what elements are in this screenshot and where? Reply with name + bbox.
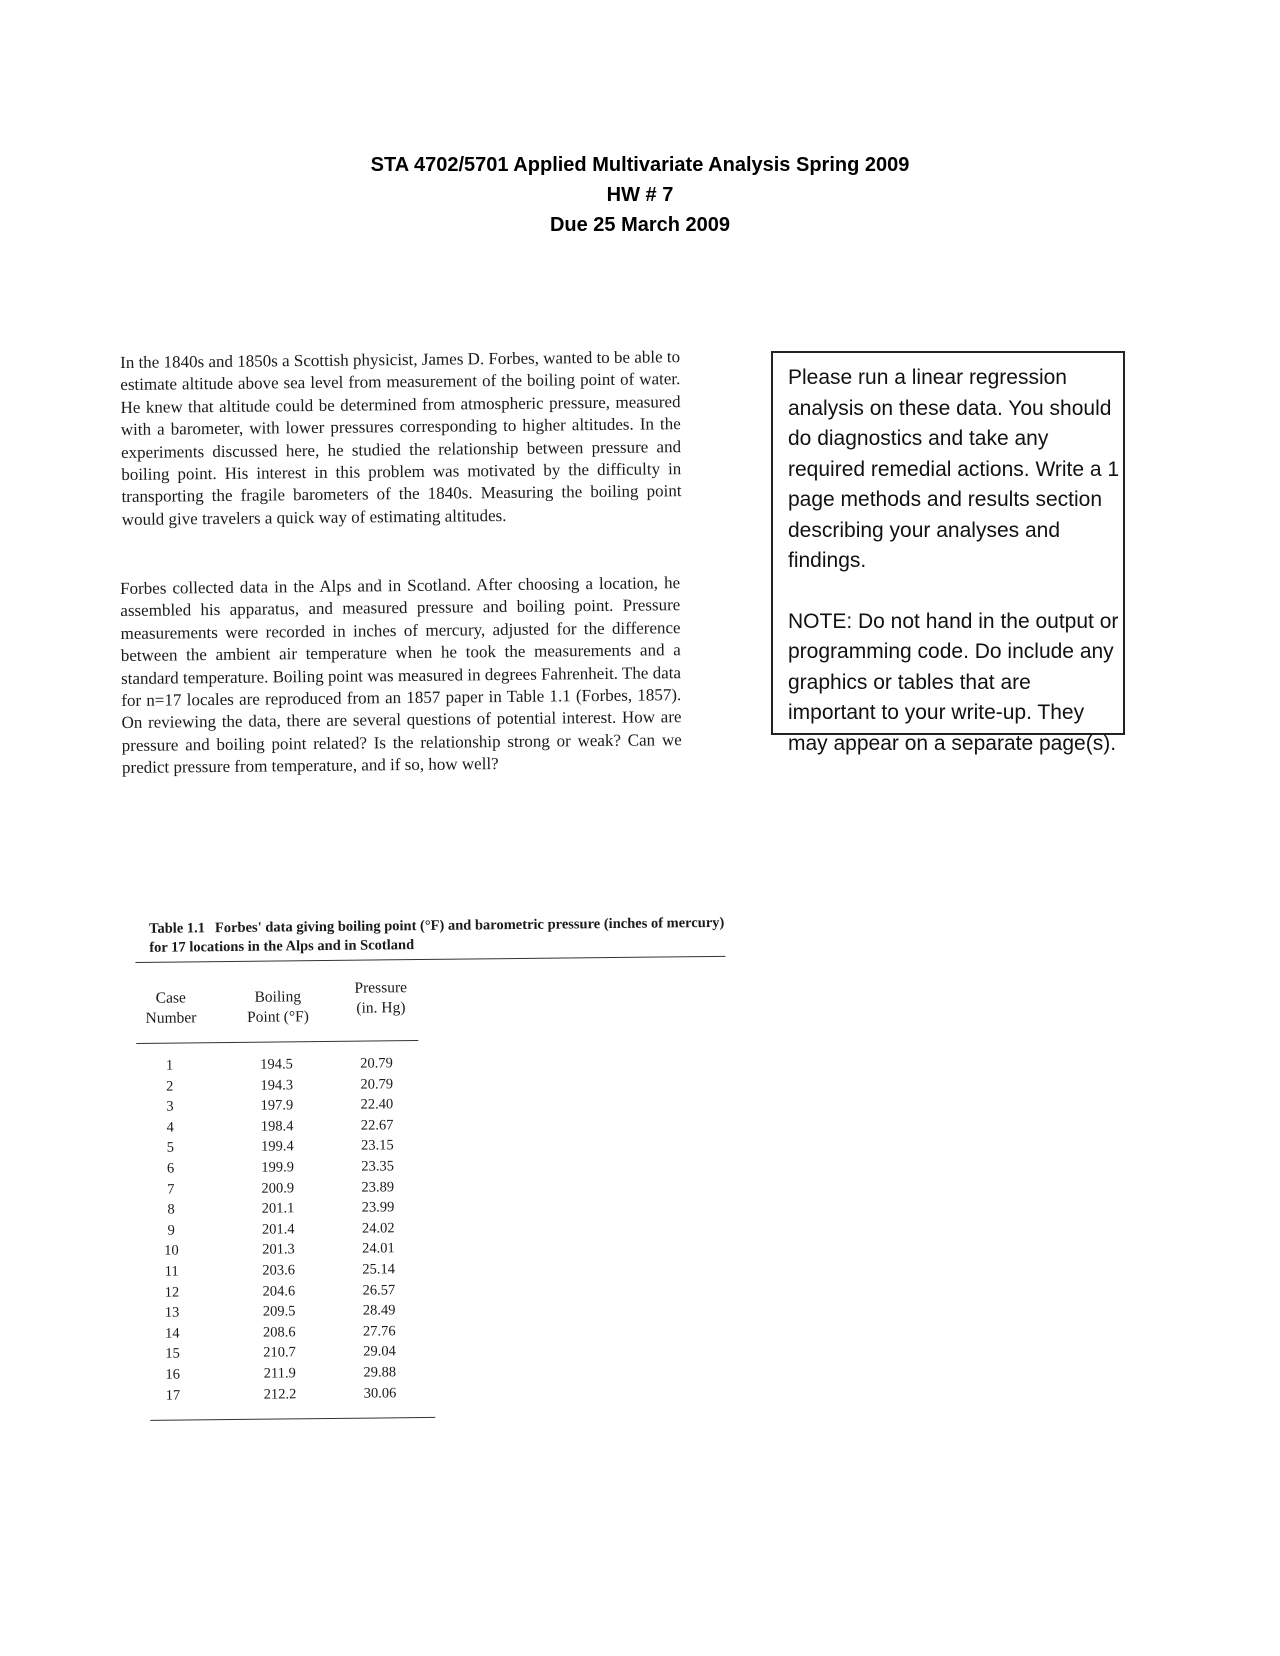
header-line: Point (°F)	[247, 1008, 309, 1026]
cell-pressure: 30.06	[363, 1384, 397, 1402]
cell-boiling-point: 194.3	[260, 1076, 294, 1094]
header-line: (in. Hg)	[356, 999, 406, 1017]
course-title: STA 4702/5701 Applied Multivariate Analysis Spring 2009	[370, 154, 910, 176]
spacer	[788, 577, 1123, 607]
cell-pressure: 20.79	[360, 1055, 393, 1072]
column-header-boiling-point	[228, 987, 328, 1028]
table-header-row	[136, 975, 737, 1043]
cell-boiling-point: 201.4	[261, 1221, 295, 1238]
cell-case-number: 12	[164, 1284, 180, 1301]
cell-boiling-point: 199.4	[260, 1138, 294, 1156]
table-caption-id: Table 1.1	[149, 920, 206, 937]
cell-case-number: 16	[165, 1366, 181, 1383]
header-line: Number	[145, 1009, 197, 1027]
cell-case-number: 15	[165, 1345, 180, 1363]
table-caption-text: Forbes' data giving boiling point (°F) and barometric pressure (inches of mercury) for 17 locations in the Alps and in Scotland	[149, 914, 725, 956]
cell-pressure: 26.57	[362, 1281, 396, 1299]
cell-pressure: 23.15	[360, 1137, 394, 1155]
cell-boiling-point: 199.9	[261, 1159, 294, 1176]
cell-boiling-point: 201.3	[262, 1241, 295, 1259]
data-description-paragraph: Forbes collected data in the Alps and in Scotland. After choosing a location, he assembled his apparatus, and measured pressure and boiling point. Pressure measurements were recorded in inches of mercury, adjusted for the difference between the ambient air temperature when he took the measurements and a standard temperature. Boiling point was measured in degrees Fahrenheit. The data for n=17 locales are reproduced from an 1857 paper in Table 1.1 (Forbes, 1857). On reviewing the data, there are several questions of potential interest. How are pressure and boiling point related? Is the relationship strong or weak? Can we predict pressure from temperature, and if so, how well?	[120, 573, 682, 778]
cell-case-number: 11	[164, 1263, 179, 1280]
cell-boiling-point: 201.1	[261, 1200, 295, 1217]
table-caption	[135, 914, 735, 958]
cell-boiling-point: 203.6	[262, 1262, 296, 1279]
assignment-instructions-box	[771, 351, 1125, 755]
cell-pressure: 22.40	[360, 1096, 394, 1113]
cell-case-number: 17	[165, 1387, 181, 1404]
cell-case-number: 1	[165, 1057, 174, 1074]
column-header-case	[136, 988, 206, 1029]
cell-pressure: 24.02	[361, 1220, 395, 1237]
cell-boiling-point: 212.2	[263, 1385, 297, 1403]
cell-boiling-point: 211.9	[263, 1365, 296, 1382]
table-body	[136, 1052, 740, 1408]
cell-boiling-point: 197.9	[260, 1097, 294, 1114]
cell-case-number: 13	[164, 1304, 180, 1321]
forbes-data-table	[135, 914, 740, 1421]
cell-pressure: 23.99	[361, 1199, 395, 1216]
table-bottom-rule	[150, 1417, 435, 1421]
instructions-text: Please run a linear regression analysis on these data. You should do diagnostics and take any required remedial actions. Write a 1 page methods and results section describing your analyses and findings.	[788, 366, 1120, 572]
cell-case-number: 3	[166, 1098, 174, 1115]
cell-pressure: 23.35	[361, 1158, 394, 1175]
cell-case-number: 7	[167, 1181, 175, 1198]
cell-boiling-point: 208.6	[262, 1324, 296, 1341]
cell-boiling-point: 200.9	[261, 1179, 295, 1197]
due-date: Due 25 March 2009	[549, 214, 731, 236]
cell-boiling-point: 194.5	[260, 1056, 293, 1073]
header-line: Boiling	[254, 988, 302, 1006]
cell-pressure: 24.01	[362, 1240, 395, 1257]
cell-case-number: 9	[167, 1222, 175, 1239]
header-line: Case	[155, 989, 186, 1007]
cell-case-number: 6	[166, 1160, 175, 1177]
cell-case-number: 8	[167, 1201, 175, 1218]
cell-pressure: 20.79	[360, 1075, 394, 1093]
note-text: NOTE: Do not hand in the output or programming code. Do include any graphics or tables that are important to your write-up. They may appear on a separate page(s).	[788, 609, 1119, 755]
intro-paragraph: In the 1840s and 1850s a Scottish physicist, James D. Forbes, wanted to be able to estimate altitude above sea level from measurement of the boiling point of water. He knew that altitude could be determined from atmospheric pressure, measured with a barometer, with lower pressures corresponding to higher altitudes. In the experiments discussed here, he studied the relationship between pressure and boiling point. His interest in this problem was motivated by the difficulty in transporting the fragile barometers of the 1840s. Measuring the boiling point would give travelers a quick way of estimating altitudes.	[120, 347, 682, 529]
homework-number: HW # 7	[606, 184, 674, 206]
header-line: Pressure	[354, 979, 408, 997]
document-header	[0, 150, 1280, 240]
cell-boiling-point: 204.6	[262, 1282, 296, 1300]
cell-pressure: 29.88	[363, 1364, 397, 1381]
column-header-pressure	[336, 978, 426, 1019]
cell-case-number: 10	[164, 1242, 179, 1260]
cell-pressure: 28.49	[362, 1302, 396, 1319]
cell-case-number: 14	[164, 1325, 180, 1342]
cell-pressure: 23.89	[361, 1178, 395, 1196]
cell-pressure: 25.14	[362, 1261, 396, 1278]
cell-case-number: 2	[166, 1078, 174, 1095]
cell-pressure: 22.67	[360, 1117, 394, 1134]
cell-boiling-point: 198.4	[260, 1118, 294, 1135]
cell-case-number: 4	[166, 1119, 174, 1136]
cell-pressure: 29.04	[363, 1343, 396, 1360]
cell-case-number: 5	[166, 1139, 175, 1157]
cell-boiling-point: 209.5	[262, 1303, 296, 1320]
cell-boiling-point: 210.7	[263, 1344, 296, 1361]
cell-pressure: 27.76	[362, 1323, 396, 1340]
